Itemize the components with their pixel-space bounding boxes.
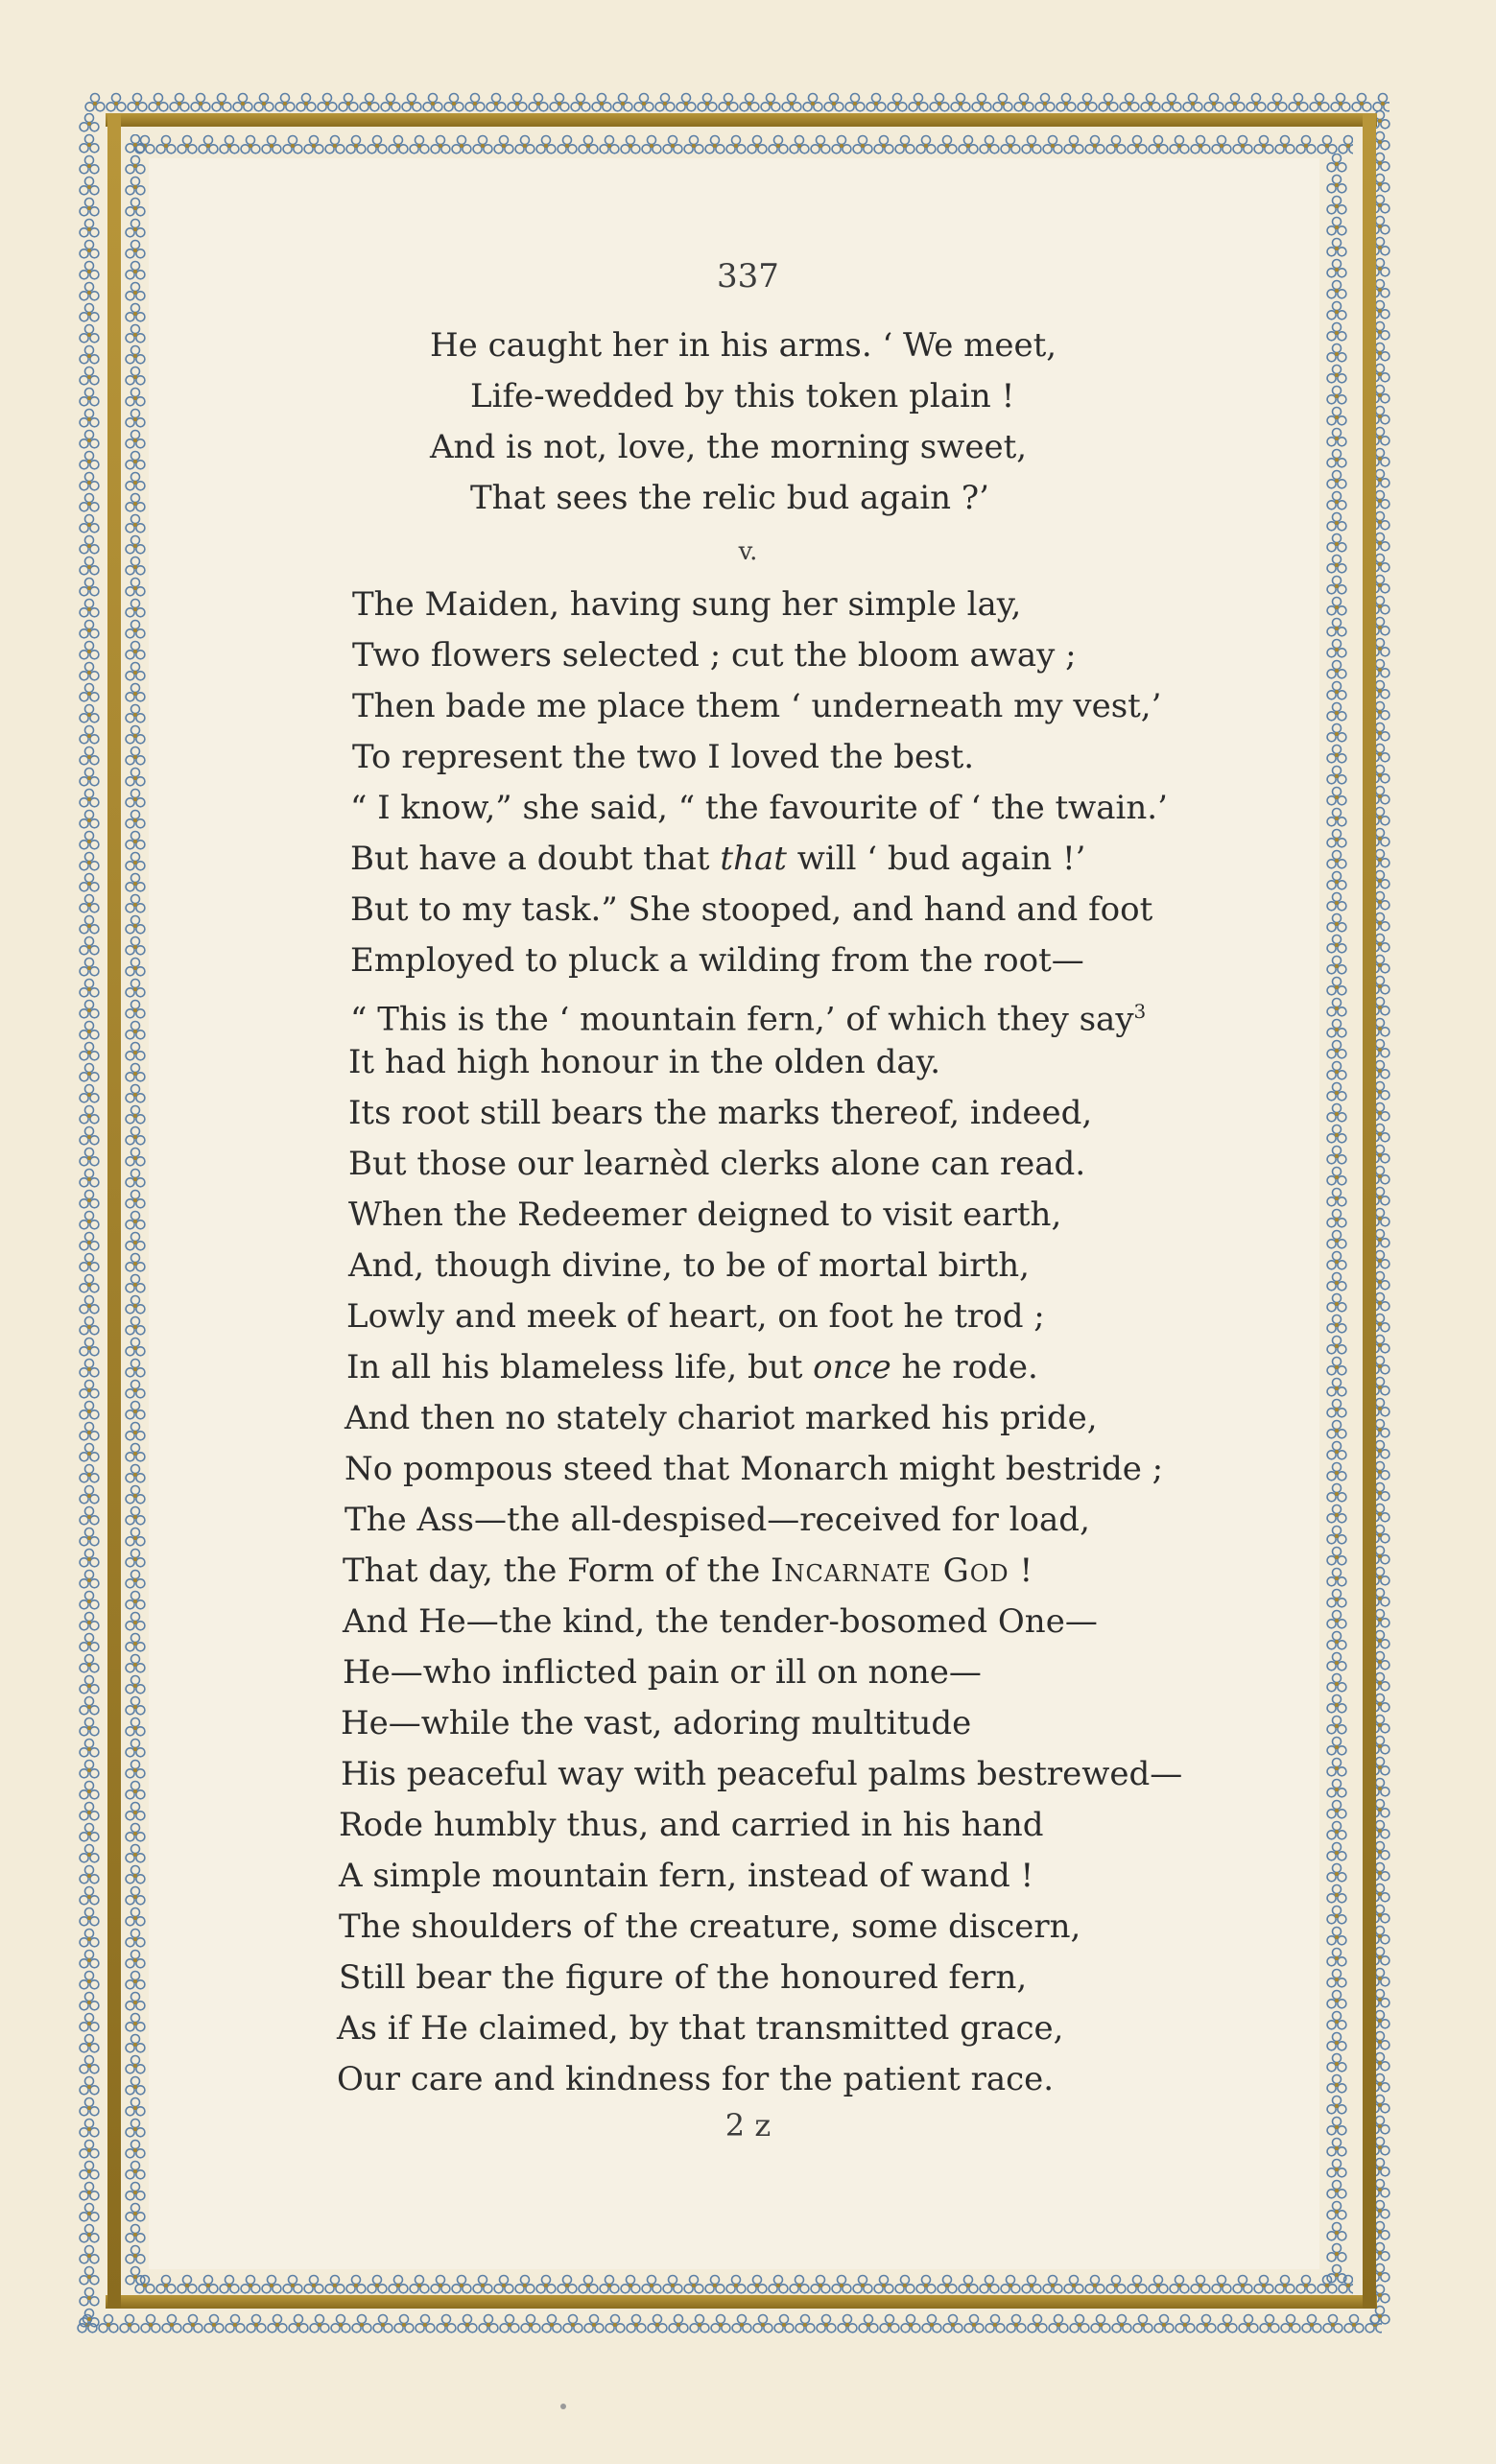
poem-line: A simple mountain fern, instead of wand ! xyxy=(339,1857,1034,1895)
paper-speck xyxy=(560,2404,566,2409)
poem-line: Lowly and meek of heart, on foot he trod ; xyxy=(346,1297,1045,1336)
poem-line: Life-wedded by this token plain ! xyxy=(470,377,1015,415)
poem-line: Still bear the figure of the honoured fern, xyxy=(339,1958,1028,1997)
footnote-marker: 3 xyxy=(1133,1000,1147,1023)
poem-line: That sees the relic bud again ?’ xyxy=(470,479,989,517)
poem-line: To represent the two I loved the best. xyxy=(352,738,975,776)
poem-line: The Ass—the all-despised—received for load, xyxy=(344,1501,1090,1539)
poem-line: That day, the Form of the Incarnate God ! xyxy=(343,1552,1033,1590)
poem-line: Its root still bears the marks thereof, indeed, xyxy=(348,1094,1093,1132)
poem-line: But to my task.” She stooped, and hand and foot xyxy=(350,890,1153,929)
poem-line: But have a doubt that that will ‘ bud again !’ xyxy=(350,840,1086,878)
poem-line: Rode humbly thus, and carried in his hand xyxy=(339,1806,1044,1844)
section-number: v. xyxy=(738,537,758,566)
poem-line: It had high honour in the olden day. xyxy=(348,1043,941,1081)
poem-line: No pompous steed that Monarch might bestride ; xyxy=(344,1450,1164,1488)
poem-line: When the Redeemer deigned to visit earth, xyxy=(348,1196,1062,1234)
poem-line: And then no stately chariot marked his pride, xyxy=(344,1399,1098,1437)
poem-line: He—while the vast, adoring multitude xyxy=(341,1704,972,1742)
poem-line: His peaceful way with peaceful palms bestrewed— xyxy=(341,1755,1183,1793)
poem-line: The shoulders of the creature, some discern, xyxy=(339,1907,1081,1946)
poem-line: Then bade me place them ‘ underneath my vest,’ xyxy=(352,687,1162,725)
signature-mark: 2 z xyxy=(724,2107,772,2144)
poem-line: And is not, love, the morning sweet, xyxy=(430,428,1028,466)
poem-line: He caught her in his arms. ‘ We meet, xyxy=(430,326,1057,365)
poem-line: “ This is the ‘ mountain fern,’ of which they say$^3$ xyxy=(350,1000,1147,1039)
poem-line: The Maiden, having sung her simple lay, xyxy=(352,585,1022,624)
poem-line: And He—the kind, the tender-bosomed One— xyxy=(343,1602,1098,1641)
poem-line: “ I know,” she said, “ the favourite of ‘ the twain.’ xyxy=(350,789,1168,827)
poem-line: But those our learnèd clerks alone can read. xyxy=(348,1145,1086,1183)
poem-line: He—who inflicted pain or ill on none— xyxy=(343,1653,982,1692)
poem-line: Employed to pluck a wilding from the root— xyxy=(350,941,1084,980)
poem-line: In all his blameless life, but once he rode. xyxy=(346,1348,1038,1386)
poem-line: And, though divine, to be of mortal birth, xyxy=(348,1246,1030,1285)
poem-line: Our care and kindness for the patient race. xyxy=(337,2060,1055,2098)
poem-line: Two flowers selected ; cut the bloom away ; xyxy=(352,636,1077,675)
page-number: 337 xyxy=(717,257,779,296)
poem-line: As if He claimed, by that transmitted grace, xyxy=(337,2009,1064,2048)
